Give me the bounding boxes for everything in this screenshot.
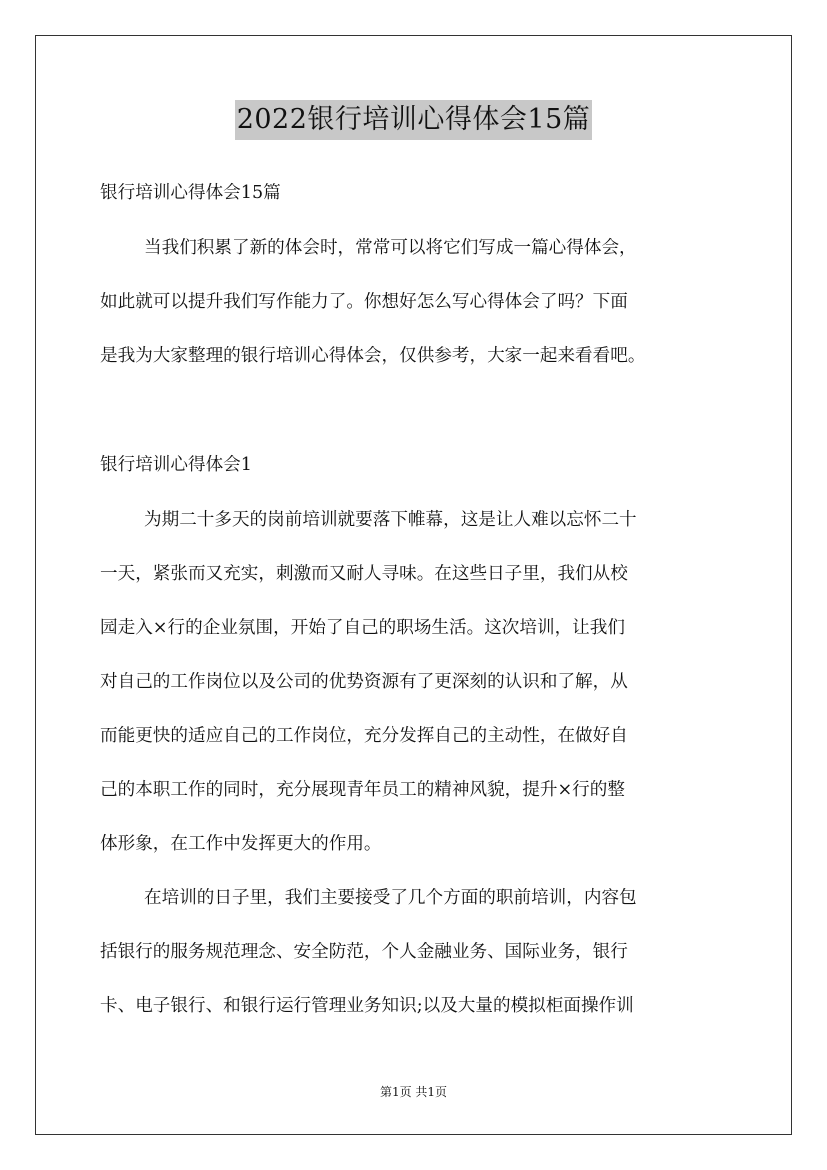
paragraph-line: 在培训的日子里，我们主要接受了几个方面的职前培训，内容包 bbox=[144, 888, 637, 908]
paragraph-line: 为期二十多天的岗前培训就要落下帷幕，这是让人难以忘怀二十 bbox=[144, 510, 637, 530]
intro-line-1: 当我们积累了新的体会时，常常可以将它们写成一篇心得体会， bbox=[144, 238, 637, 258]
paragraph-line: 卡、电子银行、和银行运行管理业务知识;以及大量的模拟柜面操作训 bbox=[100, 996, 634, 1016]
document-title: 2022银行培训心得体会15篇 bbox=[235, 100, 593, 140]
paragraph-line: 而能更快的适应自己的工作岗位，充分发挥自己的主动性，在做好自 bbox=[100, 726, 628, 746]
intro-line-3: 是我为大家整理的银行培训心得体会，仅供参考，大家一起来看看吧。 bbox=[100, 346, 646, 366]
paragraph-line: 对自己的工作岗位以及公司的优势资源有了更深刻的认识和了解，从 bbox=[100, 672, 628, 692]
paragraph-line: 己的本职工作的同时，充分展现青年员工的精神风貌，提升×行的整 bbox=[100, 780, 625, 800]
paragraph-line: 括银行的服务规范理念、安全防范，个人金融业务、国际业务，银行 bbox=[100, 942, 628, 962]
document-subtitle: 银行培训心得体会15篇 bbox=[100, 183, 281, 203]
paragraph-line: 一天，紧张而又充实，刺激而又耐人寻味。在这些日子里，我们从校 bbox=[100, 564, 628, 584]
page-number: 第1页 共1页 bbox=[379, 1085, 448, 1099]
paragraph-line: 体形象，在工作中发挥更大的作用。 bbox=[100, 834, 382, 854]
section-heading: 银行培训心得体会1 bbox=[100, 455, 252, 475]
intro-line-2: 如此就可以提升我们写作能力了。你想好怎么写心得体会了吗？下面 bbox=[100, 292, 628, 312]
paragraph-line: 园走入×行的企业氛围，开始了自己的职场生活。这次培训，让我们 bbox=[100, 618, 625, 638]
title-container bbox=[0, 100, 827, 140]
